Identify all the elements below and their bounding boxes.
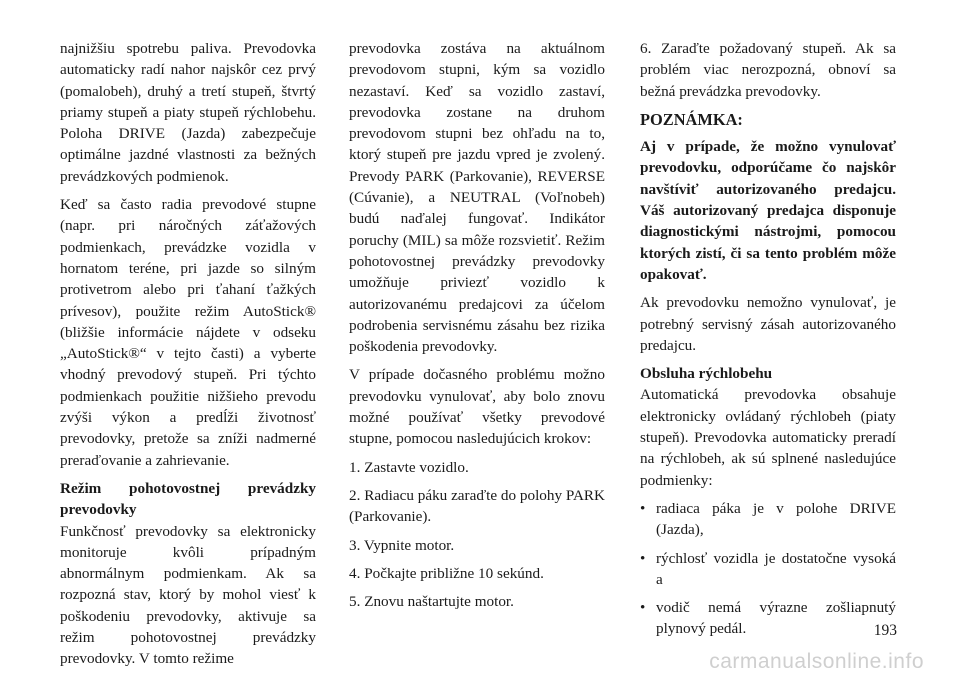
list-item: 5. Znovu naštartujte motor. <box>349 593 514 611</box>
list-item: 3. Vypnite motor. <box>349 536 455 554</box>
watermark: carmanualsonline.info <box>709 650 924 673</box>
column-left <box>60 38 316 677</box>
bullet-item <box>640 548 896 591</box>
note-heading: POZNÁMKA: <box>640 109 743 129</box>
paragraph: V prípade dočasného problému možno prevodovku vynulovať, aby bolo znovu možné používať všetky prevodové stupne, pomocou nasledujúcich krokov: <box>349 366 605 448</box>
list-item: 2. Radiacu páku zaraďte do polohy PARK (Parkovanie). <box>349 486 606 526</box>
paragraph: Automatická prevodovka obsahuje elektronicky ovládaný rýchlobeh (piaty stupeň). Prevodovka automaticky preradí na rýchlobeh, ak sú splnené nasledujúce podmienky: <box>640 386 896 489</box>
bullet-item <box>640 597 896 640</box>
list-item: 4. Počkajte približne 10 sekúnd. <box>349 564 544 582</box>
bullet-icon: • <box>640 499 646 517</box>
column-middle <box>349 38 605 619</box>
bullet-icon: • <box>640 599 646 617</box>
paragraph: prevodovka zostáva na aktuálnom prevodovom stupni, kým sa vozidlo nezastaví. Keď sa vozidlo zastaví, prevodovka zostane na druhom prevodovom stupni bez ohľadu na to, ktorý stupeň pre jazdu vpred je zvolený. Prevody PARK (Parkovanie), REVERSE (Cúvanie), a NEUTRAL (Voľnobeh) budú naďalej fungovať. Indikátor poruchy (MIL) sa môže rozsvietiť. Režim pohotovostnej prevádzky prevodovky umožňuje priviezť vozidlo k autorizovanému predajcovi za účelom podrobenia servisnému zásahu bez rizika poškodenia prevodovky. <box>349 40 605 356</box>
bullet-text: rýchlosť vozidla je dostatočne vysoká a <box>656 549 896 588</box>
bullet-text: vodič nemá výrazne zošliapnutý plynový pedál. <box>656 599 896 638</box>
paragraph: Funkčnosť prevodovky sa elektronicky monitoruje kvôli prípadným abnormálnym podmienkam. Ak sa rozpozná stav, ktorý by mohol viesť k poškodeniu prevodovky, aktivuje sa režim pohotovostnej prevádzky prevodovky. V tomto režime <box>60 522 316 668</box>
bullet-icon: • <box>640 549 646 567</box>
note-text: Aj v prípade, že možno vynulovať prevodovku, odporúčame čo najskôr navštíviť autorizovaného predajcu. Váš autorizovaný predajca disponuje diagnostickými nástrojmi, pomocou ktorých zistí, či sa tento problém môže opakovať. <box>640 138 896 283</box>
bullet-item <box>640 498 896 541</box>
paragraph: 6. Zaraďte požadovaný stupeň. Ak sa problém viac nerozpozná, obnoví sa bežná prevádzka prevodovky. <box>640 40 896 100</box>
paragraph: Keď sa často radia prevodové stupne (napr. pri náročných záťažových podmienkach, prevádzke vozidla v hornatom teréne, pri jazde so silným protivetrom alebo pri ťahaní ťažkých prívesov), použite režim AutoStick® (bližšie informácie nájdete v odseku „AutoStick®“ v tejto časti) a vyberte vhodný prevodový stupeň. Pri týchto podmienkach použitie nižšieho prevodu zvýši výkon a predĺži životnosť prevodovky, pretože sa zníži nadmerné preraďovanie a zahrievanie. <box>60 196 316 469</box>
paragraph: Ak prevodovku nemožno vynulovať, je potrebný servisný zásah autorizovaného predajcu. <box>640 294 896 354</box>
section-heading: Režim pohotovostnej prevádzky prevodovky <box>60 479 316 519</box>
section-heading: Obsluha rýchlobehu <box>640 365 773 383</box>
column-right <box>640 38 896 647</box>
paragraph: najnižšiu spotrebu paliva. Prevodovka automaticky radí nahor najskôr cez prvý (pomalobeh), druhý a tretí stupeň, štvrtý priamy stupeň a piaty stupeň rýchlobehu. Poloha DRIVE (Jazda) zabezpečuje optimálne jazdné vlastnosti za bežných prevádzkových podmienok. <box>60 40 316 185</box>
list-item: 1. Zastavte vozidlo. <box>349 458 469 476</box>
page-number: 193 <box>873 622 897 639</box>
bullet-text: radiaca páka je v polohe DRIVE (Jazda), <box>656 499 896 539</box>
